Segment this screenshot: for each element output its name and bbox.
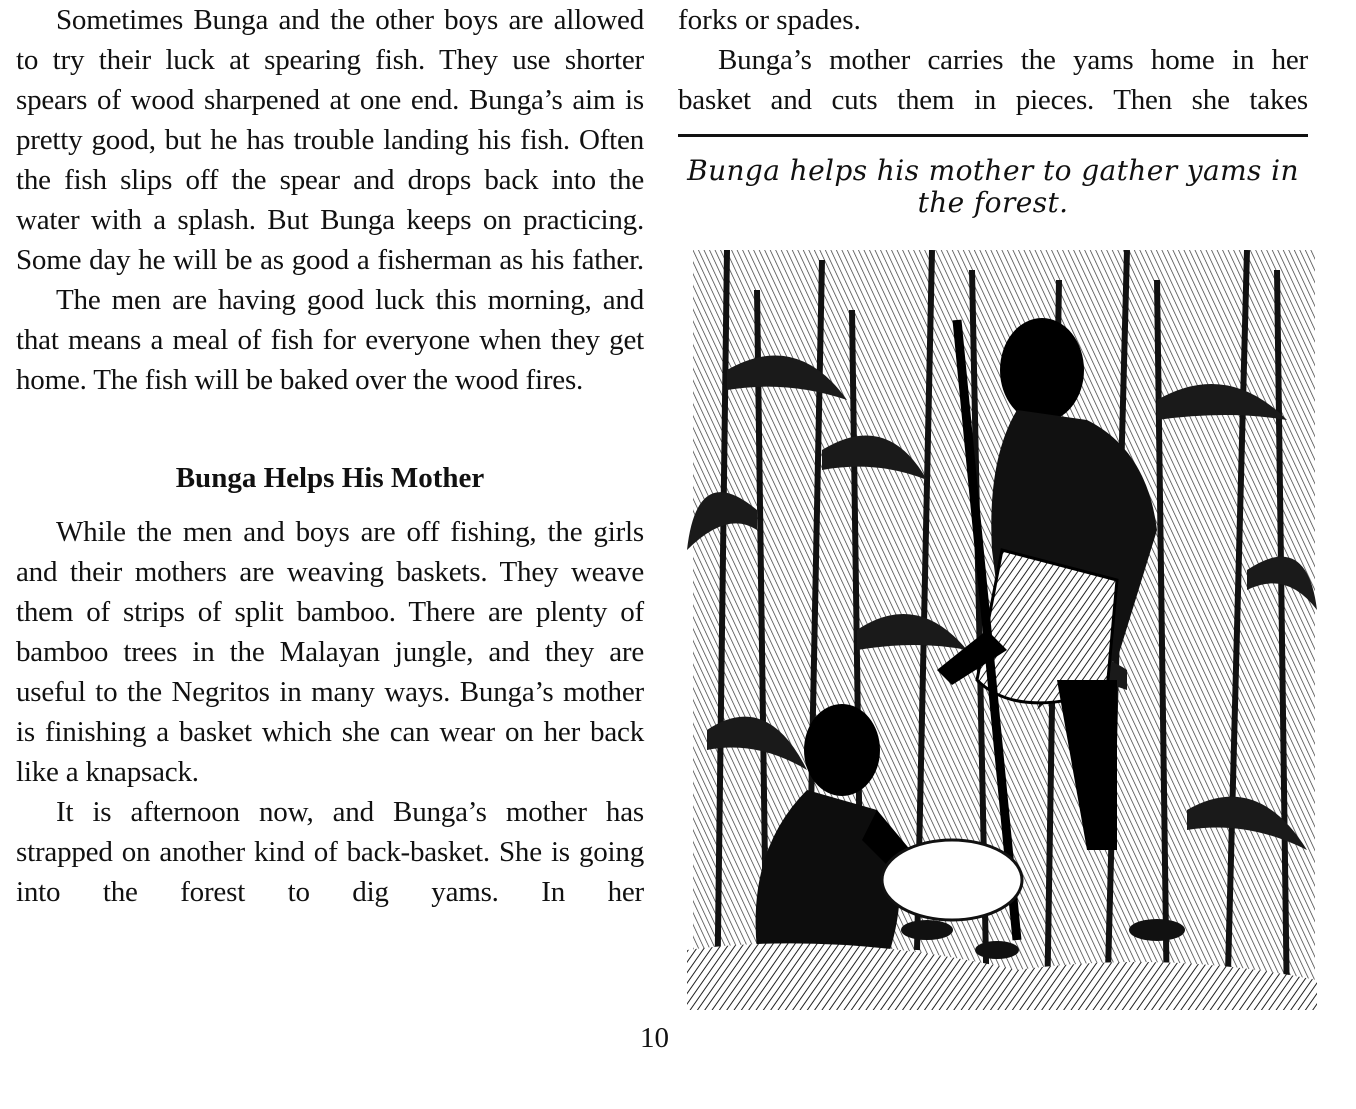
right-column	[678, 0, 1308, 219]
illustration-forest-yams	[687, 250, 1317, 1010]
illustration-drawing	[687, 250, 1317, 1010]
paragraph-fragment: forks or spades.	[678, 4, 861, 36]
page-number: 10	[640, 1022, 669, 1054]
paragraph-good-luck: The men are having good luck this morning, and that means a meal of fish for everyone when they get home. The fish will be baked over the wood fires.	[16, 284, 644, 396]
paragraph-spearing-fish: Sometimes Bunga and the other boys are allowed to try their luck at spearing fish. They use shorter spears of wood sharpened at one end. Bunga’s aim is pretty good, but he has trouble landing his fish. Often the fish slips off the spear and drops back into the water with a splash. But Bunga keeps on practicing. Some day he will be as good a fisherman as his father.	[16, 4, 644, 276]
illustration-caption: Bunga helps his mother to gather yams in the forest.	[687, 154, 1299, 219]
left-column	[16, 0, 644, 912]
paragraph-dig-yams: It is afternoon now, and Bunga’s mother has strapped on another kind of back-basket. She is going into the forest to dig yams. In her	[16, 796, 644, 908]
divider-rule	[678, 134, 1308, 137]
paragraph-carries-yams: Bunga’s mother carries the yams home in her basket and cuts them in pieces. Then she takes	[678, 44, 1308, 116]
section-heading: Bunga Helps His Mother	[175, 462, 485, 494]
paragraph-weaving-baskets: While the men and boys are off fishing, the girls and their mothers are weaving baskets. They weave them of strips of split bamboo. There are plenty of bamboo trees in the Malayan jungle, and they are useful to the Negritos in many ways. Bunga’s mother is finishing a basket which she can wear on her back like a knapsack.	[16, 516, 644, 788]
